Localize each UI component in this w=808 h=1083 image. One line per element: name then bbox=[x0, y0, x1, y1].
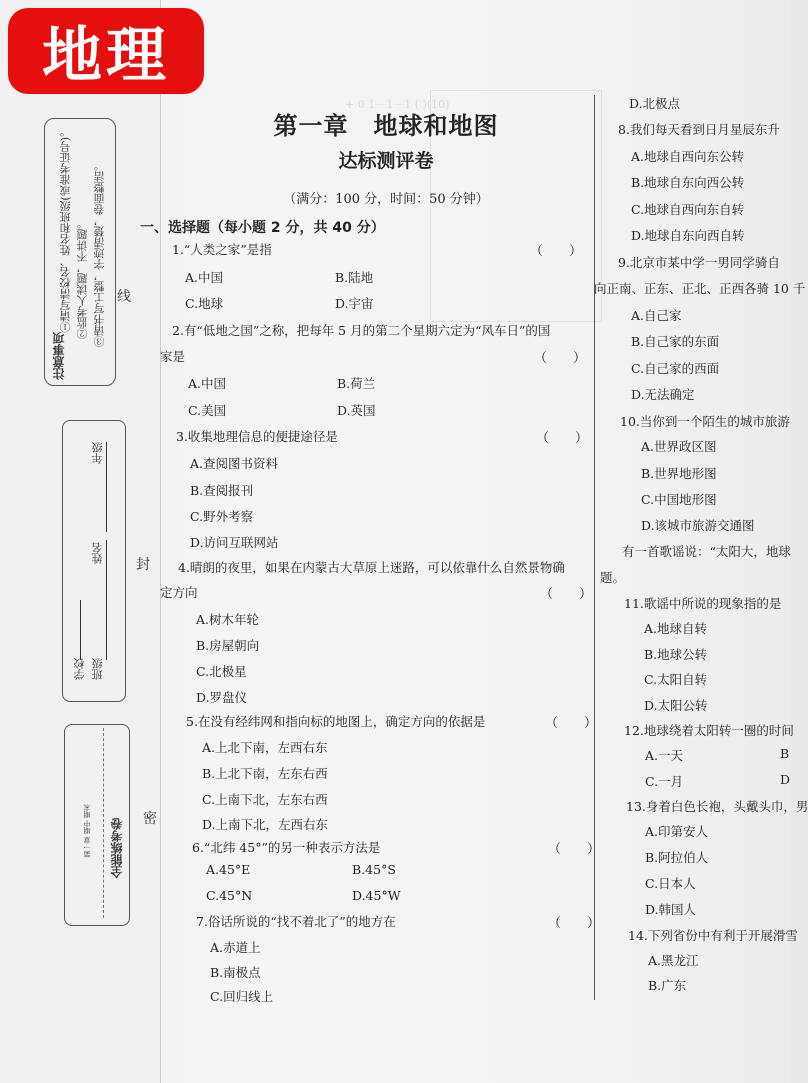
seal-seal-char: 封 bbox=[136, 557, 150, 573]
class-label: 班级 bbox=[91, 658, 104, 680]
question-line: B.自己家的东面 bbox=[631, 334, 720, 349]
grade-label: 年级 bbox=[91, 442, 104, 464]
question-line: D.上南下北，左西右东 bbox=[202, 817, 329, 832]
question-line: 有一首歌谣说：“太阳大，地球 bbox=[622, 544, 791, 559]
question-line: D.宇宙 bbox=[335, 296, 374, 311]
answer-bracket[interactable]: （ ） bbox=[548, 842, 601, 857]
chapter-title: 第一章 地球和地图 bbox=[273, 111, 499, 140]
question-line: 11.歌谣中所说的现象指的是 bbox=[624, 596, 782, 611]
question-line: C.一月 bbox=[645, 774, 684, 789]
question-line: 题。 bbox=[600, 570, 626, 585]
question-line: B.陆地 bbox=[335, 270, 374, 285]
question-line: 9.北京市某中学一男同学骑自 bbox=[618, 255, 780, 270]
question-line: B.房屋朝向 bbox=[196, 638, 260, 653]
answer-bracket[interactable]: （ ） bbox=[540, 587, 593, 602]
column-divider bbox=[594, 95, 595, 1000]
right-column bbox=[594, 0, 808, 1083]
question-line: C.回归线上 bbox=[210, 989, 274, 1004]
question-line: A.地球自西向东公转 bbox=[631, 149, 745, 164]
question-line: C.美国 bbox=[188, 403, 227, 418]
question-line: 14.下列省份中有利于开展滑雪 bbox=[628, 928, 798, 943]
question-line: 12.地球绕着太阳转一圈的时间 bbox=[624, 723, 794, 738]
question-line: B.世界地形图 bbox=[641, 466, 717, 481]
question-line: D.访问互联网站 bbox=[190, 535, 279, 550]
question-line: B.荷兰 bbox=[337, 376, 376, 391]
question-line: D.英国 bbox=[337, 403, 376, 418]
school-line[interactable] bbox=[80, 600, 81, 660]
bleed-text: + 0 1－1－1 ( )(10) bbox=[345, 98, 450, 111]
question-line: D bbox=[780, 772, 791, 787]
question-line: 1.“人类之家”是指 bbox=[172, 242, 272, 257]
answer-bracket[interactable]: （ ） bbox=[534, 351, 587, 366]
question-line: C.上南下北，左东右西 bbox=[202, 792, 328, 807]
question-line: A.印第安人 bbox=[645, 824, 709, 839]
notes-line-2: ②监考人读题，不讲题。 bbox=[76, 218, 89, 339]
question-line: C.45°N bbox=[206, 888, 253, 903]
question-line: B.广东 bbox=[648, 978, 687, 993]
grade-line[interactable] bbox=[106, 442, 107, 532]
question-line: B.查阅报刊 bbox=[190, 483, 254, 498]
question-line: D.该城市旅游交通图 bbox=[641, 518, 755, 533]
question-line: 5.在没有经纬网和指向标的地图上，确定方向的依据是 bbox=[186, 714, 486, 729]
question-line: B.上北下南，左东右西 bbox=[202, 766, 328, 781]
question-line: B.地球自东向西公转 bbox=[631, 175, 745, 190]
question-line: 10.当你到一个陌生的城市旅游 bbox=[620, 414, 790, 429]
notes-heading: 注意事项 bbox=[52, 332, 66, 380]
question-line: A.一天 bbox=[645, 748, 684, 763]
question-line: 6.“北纬 45°”的另一种表示方法是 bbox=[192, 840, 381, 855]
question-line: D.太阳公转 bbox=[644, 698, 708, 713]
school-label: 学校 bbox=[73, 658, 86, 680]
question-line: B.地球公转 bbox=[644, 647, 708, 662]
seal-dense-char: 密 bbox=[143, 811, 157, 827]
seal-line-char: 线 bbox=[117, 289, 131, 305]
answer-bracket[interactable]: （ ） bbox=[548, 916, 601, 931]
question-line: C.地球 bbox=[185, 296, 224, 311]
question-line: B.阿拉伯人 bbox=[645, 850, 709, 865]
question-line: C.野外考察 bbox=[190, 509, 254, 524]
question-line: C.太阳自转 bbox=[644, 672, 708, 687]
question-line: B.45°S bbox=[352, 862, 396, 877]
question-line: B bbox=[780, 746, 790, 761]
question-line: 7.俗话所说的“找不着北了”的地方在 bbox=[196, 914, 396, 929]
question-line: D.地球自东向西自转 bbox=[631, 228, 745, 243]
question-line: A.地球自转 bbox=[644, 621, 708, 636]
question-line: A.查阅图书资料 bbox=[190, 456, 279, 471]
notes-line-1: ①请写清校名、姓名和班级(或准考证号)。 bbox=[59, 126, 72, 333]
question-line: A.中国 bbox=[185, 270, 224, 285]
question-line: B.南极点 bbox=[210, 965, 261, 980]
question-line: 2.有“低地之国”之称，把每年 5 月的第二个星期六定为“风车日”的国 bbox=[172, 323, 551, 338]
tag-divider bbox=[103, 728, 104, 918]
question-line: A.黑龙江 bbox=[648, 953, 699, 968]
question-line: C.日本人 bbox=[645, 876, 696, 891]
subject-badge: 地理 bbox=[8, 8, 204, 94]
question-line: A.赤道上 bbox=[210, 940, 261, 955]
question-line: D.罗盘仪 bbox=[196, 690, 248, 705]
section-heading: 一、选择题（每小题 2 分，共 40 分） bbox=[140, 220, 385, 236]
question-line: 向正南、正东、正北、正西各骑 10 千 bbox=[594, 281, 806, 296]
series-tag-main: 全能练考卷 bbox=[110, 818, 124, 878]
name-label: 姓名 bbox=[91, 542, 104, 564]
answer-bracket[interactable]: （ ） bbox=[545, 716, 598, 731]
question-line: 家是 bbox=[160, 349, 186, 364]
question-line: D.45°W bbox=[352, 888, 401, 903]
question-line: A.上北下南，左西右东 bbox=[202, 740, 328, 755]
question-line: 4.晴朗的夜里，如果在内蒙古大草原上迷路，可以依靠什么自然景物确 bbox=[178, 560, 565, 575]
question-line: D.北极点 bbox=[629, 96, 681, 111]
question-line: C.地球自西向东自转 bbox=[631, 202, 745, 217]
question-line: 8.我们每天看到日月星辰东升 bbox=[618, 122, 780, 137]
question-line: 13.身着白色长袍，头戴头巾，男 bbox=[626, 799, 808, 814]
answer-bracket[interactable]: （ ） bbox=[536, 431, 589, 446]
notes-line-3: ③请书写工整，字迹清楚，卷面整洁。 bbox=[93, 160, 106, 347]
question-line: 3.收集地理信息的便捷途径是 bbox=[176, 429, 338, 444]
question-line: A.树木年轮 bbox=[196, 612, 260, 627]
question-line: A.世界政区图 bbox=[641, 439, 717, 454]
series-tag-small: 第一章 期中 期末 bbox=[83, 804, 91, 858]
question-line: C.自己家的西面 bbox=[631, 361, 720, 376]
class-line[interactable] bbox=[106, 600, 107, 660]
question-line: A.45°E bbox=[206, 862, 251, 877]
question-line: C.北极星 bbox=[196, 664, 247, 679]
paper-subtitle: 达标测评卷 bbox=[338, 150, 434, 172]
score-time: （满分：100 分，时间：50 分钟） bbox=[283, 192, 489, 207]
answer-bracket[interactable]: （ ） bbox=[530, 244, 583, 259]
question-line: C.中国地形图 bbox=[641, 492, 717, 507]
question-line: A.中国 bbox=[188, 376, 227, 391]
question-line: D.无法确定 bbox=[631, 387, 695, 402]
question-line: 定方向 bbox=[160, 585, 198, 600]
question-line: A.自己家 bbox=[631, 308, 682, 323]
question-line: D.韩国人 bbox=[645, 902, 697, 917]
